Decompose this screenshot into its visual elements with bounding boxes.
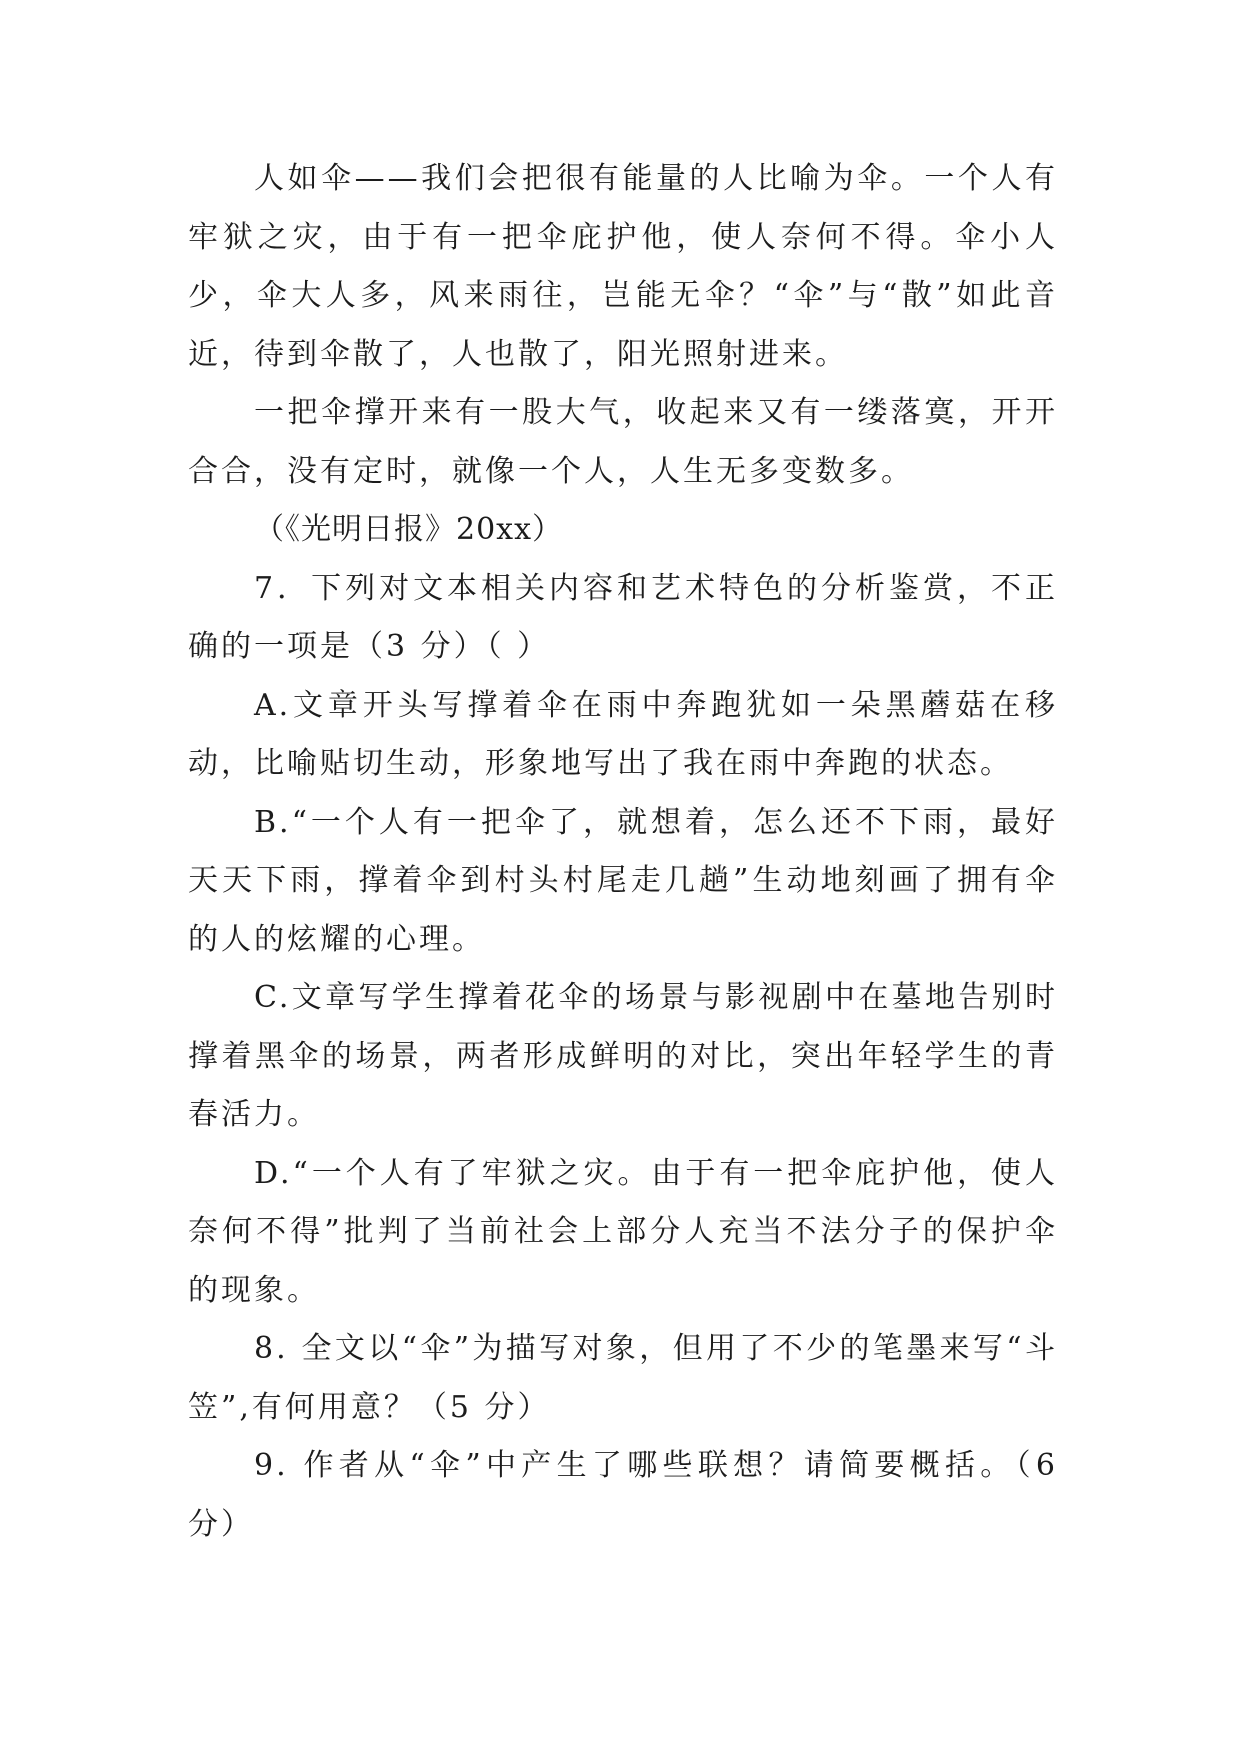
- option-b: B.“一个人有一把伞了，就想着，怎么还不下雨，最好天天下雨，撑着伞到村头村尾走几趟”生动地刻画了拥有伞的人的炫耀的心理。: [188, 804, 1058, 957]
- question-9: 9. 作者从“伞”中产生了哪些联想？请简要概括。（6 分）: [188, 1448, 1058, 1542]
- body-paragraph: 一把伞撑开来有一股大气，收起来又有一缕落寞，开开合合，没有定时，就像一个人，人生无多变数多。: [188, 395, 1058, 489]
- option-c: C.文章写学生撑着花伞的场景与影视剧中在墓地告别时撑着黑伞的场景，两者形成鲜明的对比，突出年轻学生的青春活力。: [188, 980, 1058, 1132]
- option-d: D.“一个人有了牢狱之灾。由于有一把伞庇护他，使人奈何不得”批判了当前社会上部分人充当不法分子的保护伞的现象。: [188, 1155, 1058, 1308]
- source-citation: （《光明日报》20xx）: [254, 512, 564, 547]
- body-paragraph: 人如伞——我们会把很有能量的人比喻为伞。一个人有牢狱之灾，由于有一把伞庇护他，使人奈何不得。伞小人少，伞大人多，风来雨往，岂能无伞？“伞”与“散”如此音近，待到伞散了，人也散了，阳光照射进来。: [188, 161, 1058, 372]
- option-a: A.文章开头写撑着伞在雨中奔跑犹如一朵黑蘑菇在移动，比喻贴切生动，形象地写出了我在雨中奔跑的状态。: [188, 687, 1058, 781]
- document-body: [188, 150, 1058, 1554]
- question-7: 7．下列对文本相关内容和艺术特色的分析鉴赏，不正确的一项是（3 分）（ ）: [188, 570, 1058, 664]
- question-8: 8. 全文以“伞”为描写对象，但用了不少的笔墨来写“斗笠”,有何用意？（5 分）: [188, 1331, 1058, 1425]
